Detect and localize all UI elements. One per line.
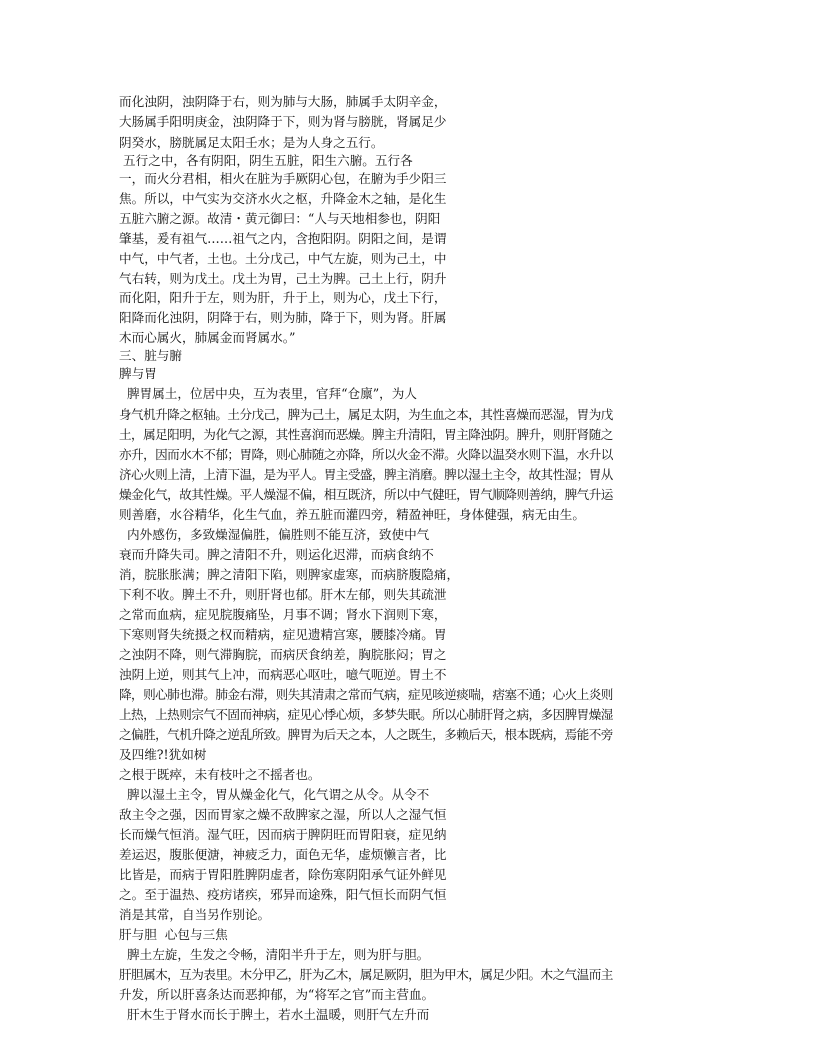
text-line: 气右转，则为戊土。戊土为胃，己土为脾。己土上行，阴升 [119, 271, 447, 286]
text-line: 阳降而化浊阴，阴降于右，则为肺，降于下，则为肾。肝属 [119, 310, 447, 325]
text-line: 衰而升降失司。脾之清阳不升，则运化迟滞，而病食纳不 [119, 547, 434, 562]
text-line: 焦。所以，中气实为交济水火之枢，升降金木之轴，是化生 [119, 191, 447, 206]
text-line: 比皆是，而病于胃阳胜脾阴虚者，除伤寒阴阳承气证外鲜见 [119, 867, 447, 882]
text-line: 之偏胜，气机升降之逆乱所致。脾胃为后天之本，人之既生，多赖后天，根本既病，焉能不旁 [119, 727, 613, 742]
text-line: 下利不收。脾土不升，则肝肾也郁。肝木左郁，则失其疏泄 [119, 587, 447, 602]
text-line: 身气机升降之枢轴。土分戊己，脾为己土，属足太阴，为生血之本，其性喜燥而恶湿，胃为戊 [119, 407, 613, 422]
text-line: 敌主令之强，因而胃家之燥不敌脾家之湿，所以人之湿气恒 [119, 807, 447, 822]
text-line: 木而心属火，肺属金而肾属水。” [119, 330, 296, 345]
text-line: 大肠属手阳明庚金，浊阴降于下，则为肾与膀胱，肾属足少 [119, 114, 447, 129]
text-line: 一，而火分君相，相火在脏为手厥阴心包，在腑为手少阳三 [119, 171, 447, 186]
text-line: 五脏六腑之源。故清・黄元御曰：“人与天地相参也，阴阳 [119, 211, 441, 226]
text-line: 之浊阴不降，则气滞胸脘，而病厌食纳差，胸脘胀闷；胃之 [119, 647, 447, 662]
text-line: 而化浊阴，浊阴降于右，则为肺与大肠，肺属手太阴辛金， [119, 94, 447, 109]
subsection-heading: 脾与胃 [119, 366, 157, 381]
text-line: 消，脘胀胀满；脾之清阳下陷，则脾家虚寒，而病脐腹隐痛， [119, 567, 460, 582]
text-line: 之常而血病，症见脘腹痛坠，月事不调；肾水下润则下寒， [119, 607, 447, 622]
text-line: 肝木生于肾水而长于脾土，若水土温暖，则肝气左升而 [119, 1007, 430, 1022]
text-line: 五行之中，各有阴阳，阴生五脏，阳生六腑。五行各 [119, 153, 413, 168]
text-line: 降，则心肺也滞。肺金右滞，则失其清肃之常而气病，症见咳逆痰喘，痞塞不通；心火上炎则 [119, 687, 613, 702]
text-line: 内外感伤，多致燥湿偏胜，偏胜则不能互济，致使中气 [119, 527, 430, 542]
subsection-heading: 肝与胆 心包与三焦 [119, 927, 228, 942]
text-line: 及四维?!犹如树 [119, 747, 207, 762]
text-line: 中气，中气者，土也。土分戊己，中气左旋，则为己土，中 [119, 251, 447, 266]
text-line: 肇基，爰有祖气……祖气之内，含抱阳阴。阴阳之间，是谓 [119, 231, 447, 246]
text-line: 脾土左旋，生发之令畅，清阳半升于左，则为肝与胆。 [119, 947, 430, 962]
text-line: 差运迟，腹胀便溏，神疲乏力，面色无华，虚烦懒言者，比 [119, 847, 447, 862]
text-line: 亦升，因而水木不郁；胃降，则心肺随之亦降，所以火金不滞。火降以温癸水则下温，水升以 [119, 447, 613, 462]
text-line: 济心火则上清，上清下温，是为平人。胃主受盛，脾主消磨。脾以湿土主令，故其性湿；胃从 [119, 467, 613, 482]
text-line: 脾以湿土主令，胃从燥金化气，化气谓之从令。从令不 [119, 787, 430, 802]
text-line: 土，属足阳明，为化气之源，其性喜润而恶燥。脾主升清阳，胃主降浊阴。脾升，则肝肾随之 [119, 427, 613, 442]
text-line: 之。至于温热、疫疠诸疾，邪异而途殊，阳气恒长而阴气恒 [119, 887, 447, 902]
text-line: 而化阳，阳升于左，则为肝，升于上，则为心，戊土下行， [119, 290, 447, 305]
text-line: 脾胃属土，位居中央，互为表里，官拜“仓廪”，为人 [119, 386, 417, 401]
text-line: 消是其常，自当另作别论。 [119, 907, 271, 922]
section-heading: 三、脏与腑 [119, 348, 182, 363]
text-line: 阴癸水，膀胱属足太阳壬水；是为人身之五行。 [119, 135, 384, 150]
text-line: 浊阴上逆，则其气上冲，而病恶心呕吐，噫气呃逆。胃土不 [119, 667, 447, 682]
text-line: 长而燥气恒消。湿气旺，因而病于脾阴旺而胃阳衰，症见纳 [119, 827, 447, 842]
text-line: 则善磨，水谷精华，化生气血，养五脏而灌四旁，精盈神旺，身体健强，病无由生。 [119, 507, 585, 522]
text-line: 之根于既瘁，未有枝叶之不摇者也。 [119, 767, 321, 782]
text-line: 下寒则肾失统摄之权而精病，症见遗精宫寒，腰膝冷痛。胃 [119, 627, 447, 642]
text-line: 燥金化气，故其性燥。平人燥湿不偏，相互既济，所以中气健旺，胃气顺降则善纳，脾气升运 [119, 487, 613, 502]
text-line: 上热，上热则宗气不固而神病，症见心悸心烦，多梦失眠。所以心肺肝肾之病，多因脾胃燥湿 [119, 707, 613, 722]
text-line: 肝胆属木，互为表里。木分甲乙，肝为乙木，属足厥阴，胆为甲木，属足少阳。木之气温而主 [119, 967, 613, 982]
text-line: 升发，所以肝喜条达而恶抑郁，为“将军之官”而主营血。 [119, 987, 435, 1002]
